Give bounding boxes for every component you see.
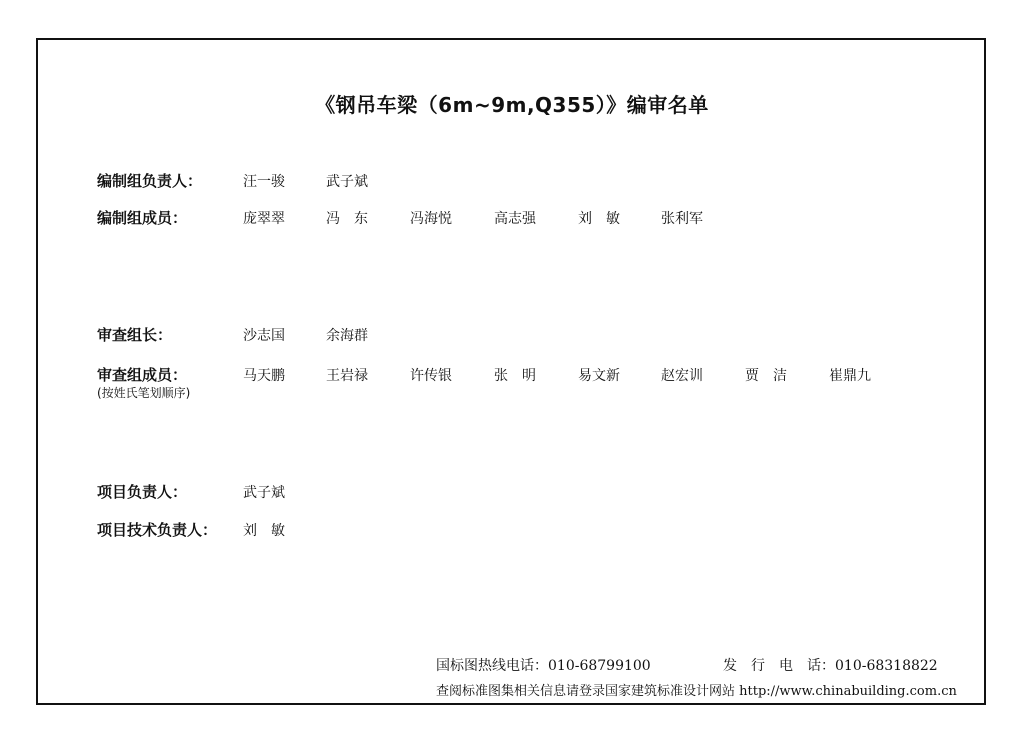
member-name: 冯海悦	[410, 211, 452, 227]
group-label: 项目负责人：	[97, 483, 188, 501]
member-name: 张利军	[661, 211, 703, 227]
order-note: (按姓氏笔划顺序)	[97, 386, 191, 400]
member-name: 高志强	[494, 211, 536, 227]
member-name: 刘 敏	[243, 523, 285, 539]
member-name: 王岩禄	[326, 368, 368, 384]
member-name: 许传银	[410, 368, 452, 384]
group-label: 编制组成员：	[97, 209, 188, 227]
group-label: 编制组负责人：	[97, 172, 203, 190]
publish-phone-text: 发 行 电 话：010-68318822	[723, 658, 938, 674]
member-name: 庞翠翠	[243, 211, 285, 227]
group-label: 项目技术负责人：	[97, 521, 218, 539]
member-name: 武子斌	[243, 485, 285, 501]
member-name: 汪一骏	[243, 174, 285, 190]
member-name: 崔鼎九	[829, 368, 871, 384]
group-label: 审查组长：	[97, 326, 173, 344]
member-name: 沙志国	[243, 328, 285, 344]
hotline-text: 国标图热线电话：010-68799100	[436, 658, 651, 674]
member-name: 马天鹏	[243, 368, 285, 384]
member-name: 余海群	[326, 328, 368, 344]
member-name: 武子斌	[326, 174, 368, 190]
member-name: 贾 洁	[745, 368, 787, 384]
member-name: 冯 东	[326, 211, 368, 227]
group-label: 审查组成员：	[97, 366, 188, 384]
member-name: 易文新	[578, 368, 620, 384]
member-name: 刘 敏	[578, 211, 620, 227]
website-line: 查阅标准图集相关信息请登录国家建筑标准设计网站 http://www.chinabuilding.com.cn	[436, 684, 957, 699]
document-title: 《钢吊车梁（6m~9m,Q355）》编审名单	[315, 93, 709, 117]
member-name: 张 明	[494, 368, 536, 384]
member-name: 赵宏训	[661, 368, 703, 384]
